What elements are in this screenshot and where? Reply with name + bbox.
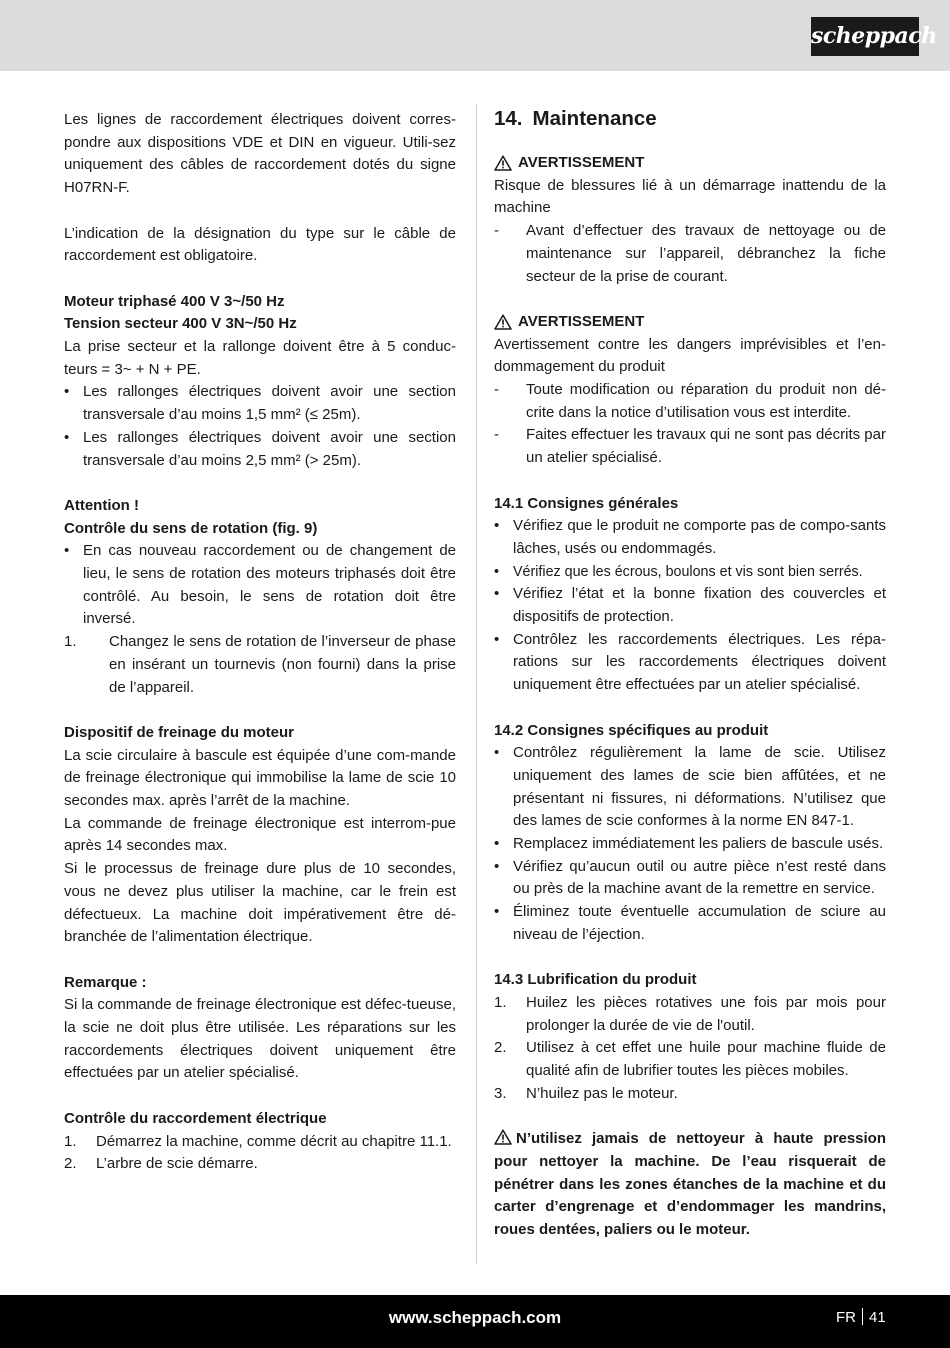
bullet-icon: • (494, 835, 500, 853)
list-item: • Vérifiez que le produit ne comporte pas de compo-sants lâches, usés ou endommagés. (494, 517, 886, 557)
list-item: • Vérifiez que les écrous, boulons et vis sont bien serrés. (494, 561, 886, 584)
bullet-icon: • (494, 585, 500, 603)
list-item: • Contrôlez les raccordements électriques. Les répa-rations sur les raccordements électriques doivent uniquement être effectuées par un atelier spécialisé. (494, 630, 886, 694)
list-item: • Éliminez toute éventuelle accumulation de sciure au niveau de l’éjection. (494, 903, 886, 943)
bullet-icon: • (494, 517, 500, 535)
bullet-icon: • (494, 630, 500, 648)
rotation-title: Contrôle du sens de rotation (fig. 9) (64, 519, 318, 537)
left-column (64, 109, 456, 1176)
section-heading: 14. Maintenance (494, 107, 657, 130)
bullet-icon: • (64, 542, 70, 560)
bullet-icon: • (64, 428, 70, 446)
list-item: • Les rallonges électriques doivent avoir une section transversale d’au moins 2,5 mm² (> 25m). (64, 428, 456, 469)
subsection-title-14-1: 14.1 Consignes générales (494, 494, 679, 512)
warning-heading: AVERTISSEMENT (494, 311, 886, 334)
dash-marker: - (494, 222, 499, 240)
bullet-icon: • (494, 903, 500, 921)
subsection-title-14-2: 14.2 Consignes spécifiques au produit (494, 721, 769, 739)
warning-triangle-icon (494, 1129, 512, 1145)
page-indicator (836, 1307, 886, 1329)
final-warning: N’utilisez jamais de nettoyeur à haute pression pour nettoyer la machine. De l’eau risquerait de pénétrer dans les zones étanches de la machine et du carter d’engrenage et d’endommager les mandrins, roues dentées, paliers ou le moteur. (494, 1130, 886, 1238)
attention-title: Attention ! (64, 496, 139, 514)
page-number: 41 (869, 1309, 886, 1326)
header-bar (0, 0, 950, 71)
list-item: • Vérifiez qu’aucun outil ou autre pièce n’est resté dans ou près de la machine avant de la remettre en service. (494, 857, 886, 898)
remark-text: Si la commande de freinage électronique est défec-tueuse, la scie ne doit plus être utilisée. Les réparations sur les raccordements électriques doivent uniquement être effectuées par un atelier spécialisé. (64, 996, 456, 1082)
brake-paragraph: La scie circulaire à bascule est équipée d’une com-mande de freinage électronique qui immobilise la lame de scie 10 secondes max. après l’arrêt de la machine. (64, 746, 456, 810)
check-title: Contrôle du raccordement électrique (64, 1109, 327, 1127)
list-item: 1. Huilez les pièces rotatives une fois par mois pour prolonger la durée de vie de l'outil. (494, 993, 886, 1034)
warning-text: Risque de blessures lié à un démarrage inattendu de la machine (494, 176, 886, 217)
list-item: 3. N’huilez pas le moteur. (494, 1084, 678, 1102)
list-item: 2. L’arbre de scie démarre. (64, 1155, 258, 1173)
paragraph-cables: Les lignes de raccordement électriques doivent corres-pondre aux dispositions VDE et DIN en vigueur. Utili-sez uniquement des câbles de raccordement dotés du signe H07RN-F. (64, 111, 456, 197)
list-item: • Remplacez immédiatement les paliers de bascule usés. (494, 833, 886, 856)
list-item: - Faites effectuer les travaux qui ne sont pas décrits par un atelier spécialisé. (494, 426, 886, 467)
subsection-title-14-3: 14.3 Lubrification du produit (494, 971, 697, 989)
bullet-icon: • (494, 563, 500, 580)
list-item: 1. Changez le sens de rotation de l’inverseur de phase en insérant un tournevis (non fourni) dans la prise de l’appareil. (64, 633, 456, 696)
footer-bar (0, 1295, 950, 1348)
brake-paragraph: Si le processus de freinage dure plus de 10 secondes, vous ne devez plus utiliser la machine, car le frein est défectueux. La machine doit impérativement être dé-branchée de l’alimentation électrique. (64, 860, 456, 946)
remark-title: Remarque : (64, 973, 147, 991)
warning-triangle-icon (494, 314, 512, 330)
language-code: FR (836, 1309, 856, 1326)
list-item: • Vérifiez l’état et la bonne fixation des couvercles et dispositifs de protection. (494, 585, 886, 626)
website-link[interactable]: www.scheppach.com (388, 1308, 562, 1327)
dash-marker: - (494, 426, 499, 444)
dash-marker: - (494, 381, 499, 399)
motor-text: La prise secteur et la rallonge doivent être à 5 conduc-teurs = 3~ + N + PE. (64, 338, 456, 378)
list-item: • Contrôlez régulièrement la lame de scie. Utilisez uniquement des lames de scie bien affûtées, et ne présentant ni fissures, ni déformations. N’utilisez que des lames de scie conformes à la norme EN 847-1. (494, 744, 886, 830)
brake-paragraph: La commande de freinage électronique est interrom-pue après 14 secondes max. (64, 814, 456, 855)
bullet-icon: • (494, 857, 500, 875)
list-item: 2. Utilisez à cet effet une huile pour machine fluide de qualité afin de lubrifier toutes les pièces mobiles. (494, 1039, 886, 1080)
paragraph-type-designation: L’indication de la désignation du type sur le câble de raccordement est obligatoire. (64, 224, 456, 265)
right-column (494, 109, 886, 1242)
list-item: 1. Démarrez la machine, comme décrit au chapitre 11.1. (64, 1132, 452, 1150)
warning-text: Avertissement contre les dangers imprévisibles et l’en-dommagement du produit (494, 335, 886, 376)
list-item: - Avant d’effectuer des travaux de nettoyage ou de maintenance sur l’appareil, débranchez la fiche secteur de la prise de courant. (494, 222, 886, 285)
warning-heading: AVERTISSEMENT (494, 152, 886, 175)
list-item: - Toute modification ou réparation du produit non dé-crite dans la notice d’utilisation vous est interdite. (494, 381, 886, 421)
column-divider (476, 104, 477, 1264)
list-item: • Les rallonges électriques doivent avoir une section transversale d’au moins 1,5 mm² (≤ 25m). (64, 383, 456, 424)
warning-triangle-icon (494, 155, 512, 171)
bullet-icon: • (494, 744, 500, 762)
list-item: • En cas nouveau raccordement ou de changement de lieu, le sens de rotation des moteurs triphasés doit être contrôlé. Au besoin, le sens de rotation doit être inversé. (64, 542, 456, 628)
motor-title-1: Moteur triphasé 400 V 3~/50 Hz (64, 292, 285, 310)
motor-title-2: Tension secteur 400 V 3N~/50 Hz (64, 315, 297, 333)
bullet-icon: • (64, 383, 70, 401)
scheppach-logo: scheppach (811, 17, 919, 56)
brake-title: Dispositif de freinage du moteur (64, 723, 295, 741)
